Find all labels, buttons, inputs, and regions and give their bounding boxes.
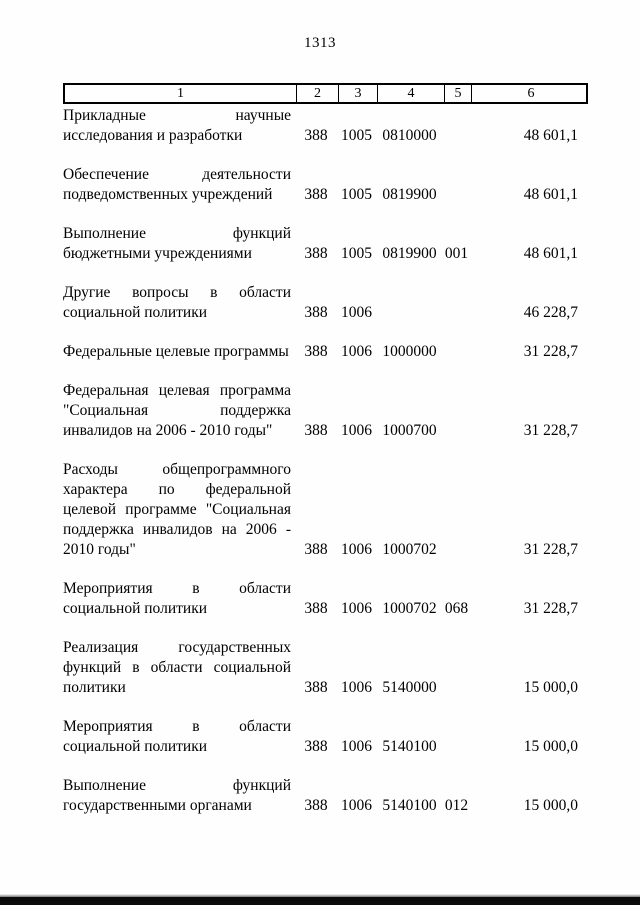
target-article-code-cell: 1000000	[382, 343, 437, 360]
section-code-cell: 1005	[341, 245, 372, 262]
chapter-code-cell: 388	[304, 245, 328, 262]
chapter-code-cell: 388	[304, 127, 328, 144]
scan-edge-artifact	[0, 897, 640, 905]
amount-cell: 31 228,7	[523, 600, 578, 617]
row-label: Выполнение функций государственными органами	[63, 777, 291, 814]
section-code-cell: 1006	[341, 679, 372, 696]
column-header-6: 6	[527, 86, 535, 101]
table-body	[63, 106, 588, 816]
chapter-code-cell: 388	[304, 186, 328, 203]
amount-cell: 48 601,1	[523, 245, 578, 262]
column-header-3: 3	[339, 85, 378, 102]
table-row	[63, 638, 588, 698]
chapter-code-cell: 388	[304, 738, 328, 755]
target-article-code-cell: 0819900	[382, 186, 437, 203]
chapter-code-cell: 388	[304, 422, 328, 439]
target-article-code-cell: 5140100	[382, 738, 437, 755]
chapter-code-cell: 388	[304, 797, 328, 814]
section-code-cell: 1005	[341, 186, 372, 203]
row-label: Выполнение функций бюджетными учреждениями	[63, 225, 291, 262]
table-row	[63, 776, 588, 816]
column-header-4: 4	[378, 85, 445, 102]
amount-cell: 48 601,1	[523, 186, 578, 203]
target-article-code-cell: 5140100	[382, 797, 437, 814]
row-label: Мероприятия в области социальной политики	[63, 580, 291, 617]
target-article-code-cell: 0819900	[382, 245, 437, 262]
table-row	[63, 106, 588, 146]
amount-cell: 48 601,1	[523, 127, 578, 144]
row-label: Федеральные целевые программы	[63, 343, 289, 360]
amount-cell: 15 000,0	[523, 738, 578, 755]
column-header-5: 5	[445, 85, 472, 102]
chapter-code-cell: 388	[304, 600, 328, 617]
table-row	[63, 460, 588, 560]
row-label: Расходы общепрограммного характера по федеральной целевой программе "Социальная поддержка инвалидов на 2006 - 2010 годы"	[63, 461, 291, 558]
row-label: Федеральная целевая программа "Социальная поддержка инвалидов на 2006 - 2010 годы"	[63, 382, 291, 439]
target-article-code-cell: 5140000	[382, 679, 437, 696]
section-code-cell: 1006	[341, 541, 372, 558]
row-label: Прикладные научные исследования и разработки	[63, 107, 291, 144]
row-label: Мероприятия в области социальной политики	[63, 718, 291, 755]
target-article-code-cell: 0810000	[382, 127, 437, 144]
table-header-row	[63, 83, 588, 104]
expense-type-code-cell: 068	[444, 600, 469, 617]
target-article-code-cell: 1000700	[382, 422, 437, 439]
column-header-1: 1	[65, 85, 297, 102]
amount-cell: 31 228,7	[523, 422, 578, 439]
table-row	[63, 224, 588, 264]
row-label: Другие вопросы в области социальной политики	[63, 284, 291, 321]
expense-type-code-cell: 012	[444, 797, 469, 814]
section-code-cell: 1006	[341, 304, 372, 321]
row-label: Реализация государственных функций в области социальной политики	[63, 639, 291, 696]
amount-cell: 15 000,0	[523, 797, 578, 814]
expense-type-code-cell: 001	[444, 245, 469, 262]
column-header-2: 2	[297, 85, 339, 102]
amount-cell: 31 228,7	[523, 541, 578, 558]
table-row	[63, 342, 588, 362]
target-article-code-cell: 1000702	[382, 541, 437, 558]
table-row	[63, 381, 588, 441]
section-code-cell: 1006	[341, 343, 372, 360]
amount-cell: 46 228,7	[523, 304, 578, 321]
section-code-cell: 1006	[341, 797, 372, 814]
section-code-cell: 1006	[341, 422, 372, 439]
budget-table	[63, 83, 588, 816]
table-row	[63, 165, 588, 205]
page-number: 1313	[304, 35, 336, 51]
chapter-code-cell: 388	[304, 679, 328, 696]
target-article-code-cell: 1000702	[382, 600, 437, 617]
table-row	[63, 579, 588, 619]
amount-cell: 15 000,0	[523, 679, 578, 696]
chapter-code-cell: 388	[304, 343, 328, 360]
table-row	[63, 717, 588, 757]
row-label: Обеспечение деятельности подведомственных учреждений	[63, 166, 291, 203]
section-code-cell: 1005	[341, 127, 372, 144]
amount-cell: 31 228,7	[523, 343, 578, 360]
section-code-cell: 1006	[341, 600, 372, 617]
chapter-code-cell: 388	[304, 304, 328, 321]
chapter-code-cell: 388	[304, 541, 328, 558]
section-code-cell: 1006	[341, 738, 372, 755]
table-row	[63, 283, 588, 323]
